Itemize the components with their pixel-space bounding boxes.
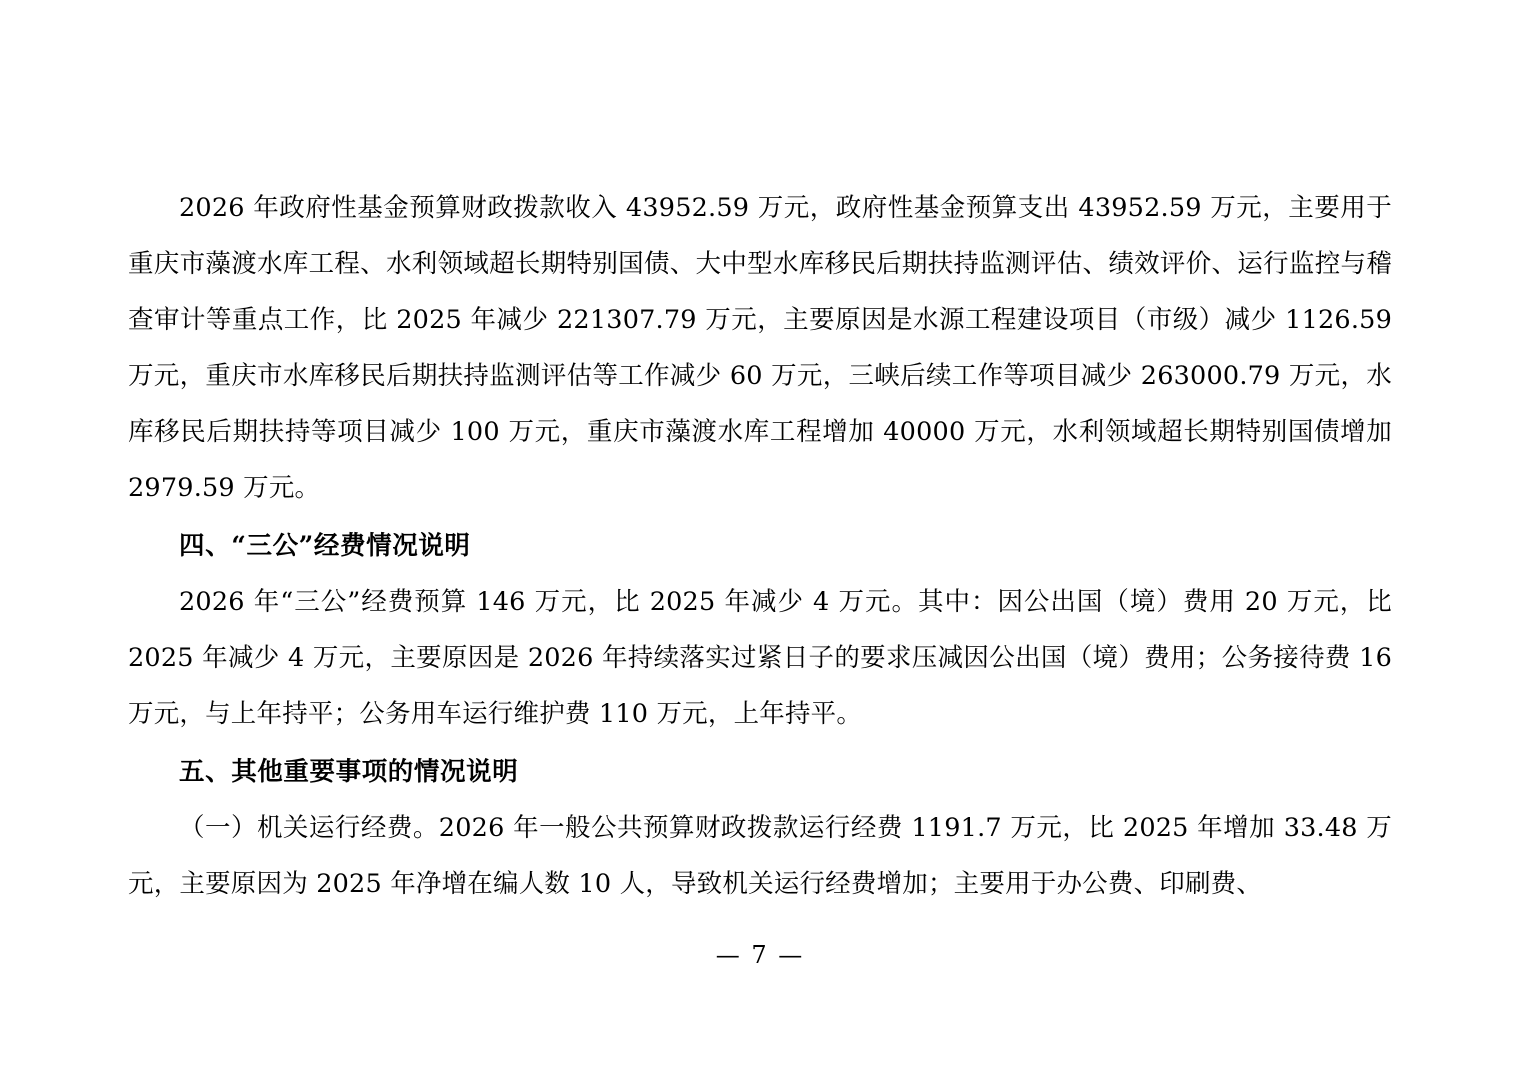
section-heading-four: 四、“三公”经费情况说明 [179,531,471,561]
paragraph-government-fund-budget: 2026 年政府性基金预算财政拨款收入 43952.59 万元，政府性基金预算支出 43952.59 万元，主要用于重庆市藻渡水库工程、水利领域超长期特别国债、大中型水库移民后期扶持监测评估、绩效评价、运行监控与稽查审计等重点工作，比 2025 年减少 221307.79 万元，主要原因是水源工程建设项目（市级）减少 1126.59 万元，重庆市水库移民后期扶持监测评估等工作减少 60 万元，三峡后续工作等项目减少 263000.79 万元，水库移民后期扶持等项目减少 100 万元，重庆市藻渡水库工程增加 40000 万元，水利领域超长期特别国债增加 2979.59 万元。 [128,193,1392,503]
section-heading-five: 五、其他重要事项的情况说明 [179,757,519,787]
page-number: — 7 — [715,941,805,969]
paragraph-agency-operating-expenses: （一）机关运行经费。2026 年一般公共预算财政拨款运行经费 1191.7 万元，比 2025 年增加 33.48 万元，主要原因为 2025 年净增在编人数 10 人，导致机关运行经费增加；主要用于办公费、印刷费、 [128,813,1392,899]
paragraph-three-public-expenses: 2026 年“三公”经费预算 146 万元，比 2025 年减少 4 万元。其中：因公出国（境）费用 20 万元，比 2025 年减少 4 万元，主要原因是 2026 年持续落实过紧日子的要求压减因公出国（境）费用；公务接待费 16 万元，与上年持平；公务用车运行维护费 110 万元，上年持平。 [128,587,1392,729]
